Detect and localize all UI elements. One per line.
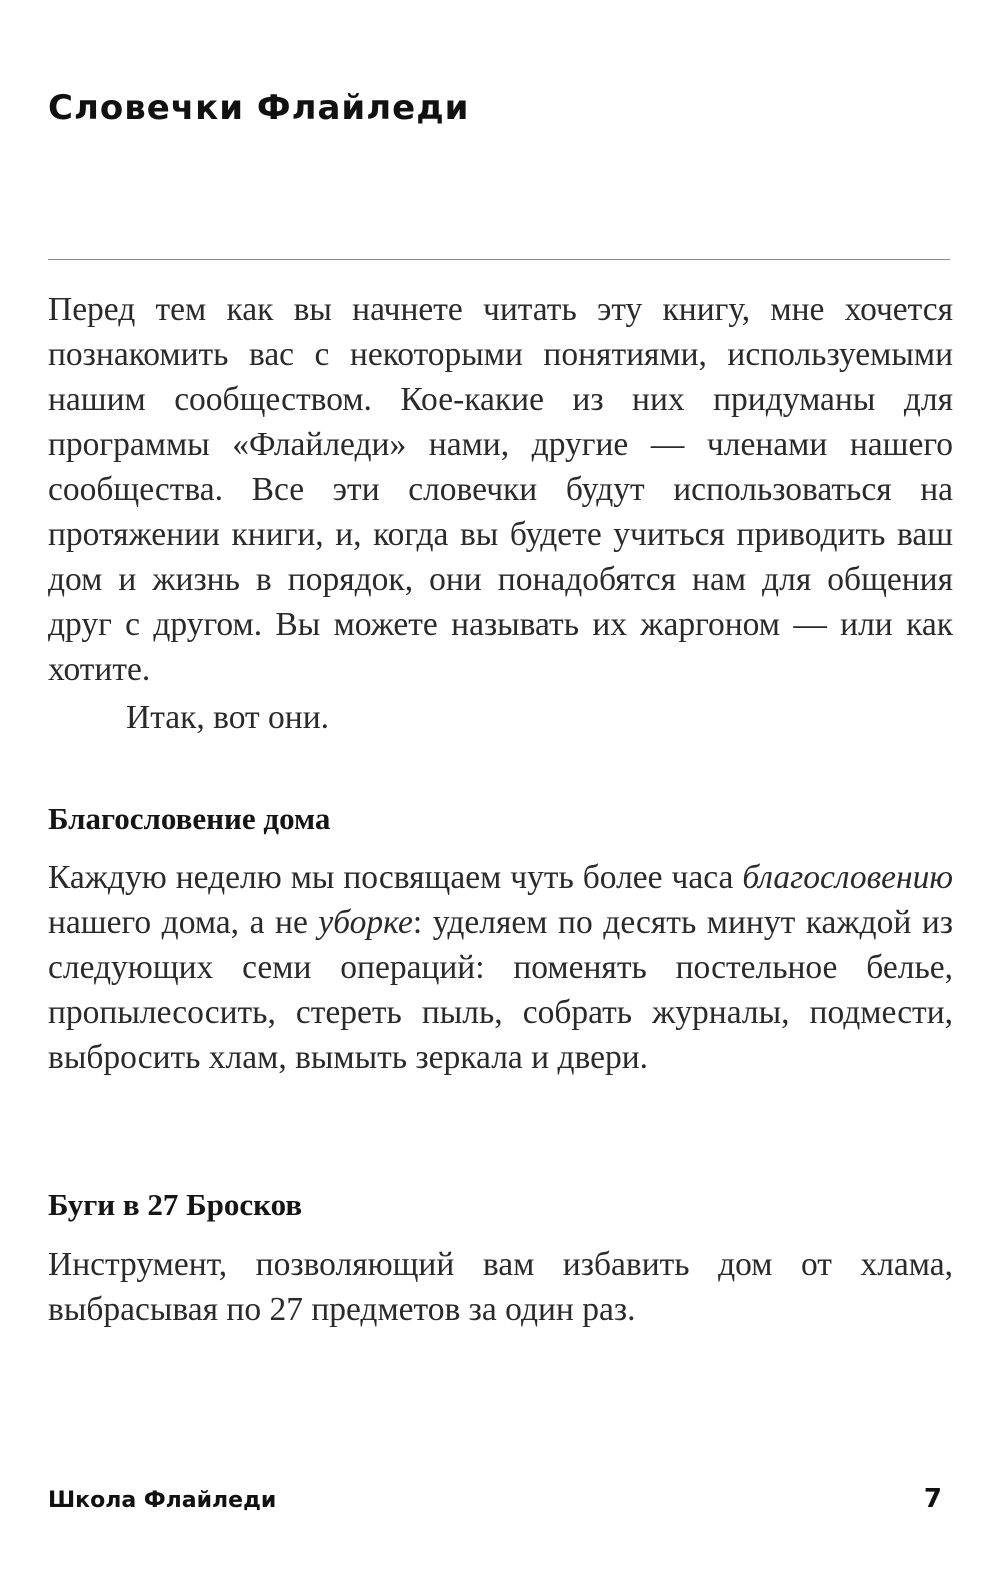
page-number: 7	[923, 1484, 942, 1514]
intro-paragraph: Перед тем как вы начнете читать эту книгу, мне хочется познакомить вас с некоторыми понятиями, используемыми нашим сообществом. Кое-какие из них придуманы для программы «Флайледи» нами, другие — членами нашего сообщества. Все эти словечки будут использоваться на протяжении книги, и, когда вы будете учиться приводить ваш дом и жизнь в порядок, они понадобятся нам для общения друг с другом. Вы можете называть их жаргоном — или как хотите.	[48, 291, 953, 688]
section-heading-boogie-27: Буги в 27 Бросков	[48, 1187, 303, 1222]
italic-term-blessing: благословению	[742, 859, 953, 896]
section-text-home-blessing	[48, 855, 953, 1080]
text-run: нашего дома, а не	[48, 904, 319, 941]
section-heading-home-blessing: Благословение дома	[48, 801, 331, 836]
section-text-boogie-27: Инструмент, позволяющий вам избавить дом от хлама, выбрасывая по 27 предметов за один раз.	[48, 1246, 953, 1328]
title-divider	[48, 259, 950, 260]
chapter-title: Словечки Флайледи	[48, 88, 470, 128]
running-footer-title: Школа Флайледи	[48, 1488, 277, 1513]
text-run: Каждую неделю мы посвящаем чуть более часа	[48, 859, 743, 896]
italic-term-cleaning: уборке	[318, 904, 413, 941]
intro-closing-paragraph: Итак, вот они.	[126, 699, 330, 736]
text-run: : уделяем по десять минут каждой из следующих семи операций: поменять постельное белье, пропылесосить, стереть пыль, собрать журналы, подмести, выбросить хлам, вымыть зеркала и двери.	[48, 904, 953, 1076]
